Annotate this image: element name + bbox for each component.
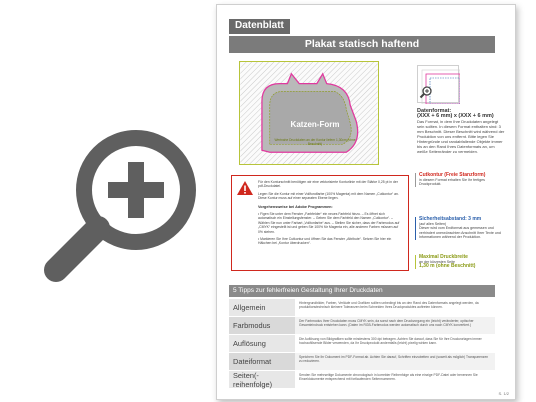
small-zoom-icon[interactable]	[419, 85, 433, 99]
warning-p1: Für den Konturschnitt benötigen wir eine vektorisierte Konturlinie mit der Stärke 0,25 pt in der pdf-Druckdatei.	[258, 180, 398, 189]
tips-desc: Speichern Sie Ihr Dokument im PDF-Format ab. Achten Sie darauf, Schriften einzubetten und (soweit als möglich) Transparenzen zu reduzieren.	[299, 355, 489, 364]
data-format-size: (XXX + 6 mm) x (XXX + 6 mm)	[417, 113, 494, 119]
datasheet-title: Plakat statisch haftend	[229, 36, 495, 53]
tips-desc: Hintergrundbilder, Farben, Verläufe und Grafiken sollten unbedingt bis an den Rand des Datenformats angelegt werden, da produktionstechnisch kleinere Toleranzen beim Schneiden Ihres Druckproduktes auftreten können.	[299, 301, 479, 310]
max-print-width-sub: an der kürzesten Seite	[419, 259, 455, 264]
safety-distance-sub: (auf allen Seiten)	[419, 221, 447, 226]
cut-contour-heading: Cutkontur (Freie Stanzform)	[419, 172, 486, 178]
tips-label: Dateiformat	[229, 353, 295, 370]
tips-label: Seiten(-reihenfolge)	[229, 371, 295, 388]
max-print-width-heading: Maximal Druckbreite	[419, 254, 468, 260]
warning-procedure-heading: Vorgehensweise bei Adobe Programmen:	[258, 204, 333, 209]
max-print-width-value: 1,30 m (ohne Beschnitt)	[419, 263, 476, 270]
tips-label: Allgemein	[229, 299, 295, 316]
datasheet-preview[interactable]	[216, 4, 516, 400]
contour-warning-box	[231, 175, 409, 271]
tips-row	[229, 371, 495, 389]
warning-text	[258, 180, 404, 246]
safety-distance-info	[415, 217, 505, 240]
tips-table	[229, 299, 495, 389]
tips-heading: 5 Tipps zur fehlerfreien Gestaltung Ihrer Druckdaten	[229, 285, 495, 297]
cut-contour-info	[415, 173, 505, 187]
tips-row	[229, 317, 495, 335]
warning-p2: Legen Sie die Kontur mit einer Vollfondfarbe (100% Magenta) mit dem Namen „Cutkontur“ an. Diese Kontur muss auf einer separaten Ebene liegen.	[258, 191, 399, 201]
tips-row	[229, 299, 495, 317]
safety-distance-text: Dieser wird vom Endformat aus gemessen und verhindert unerwünschten Anschnitt Ihrer Texte und Informationen während der Produktion.	[419, 226, 501, 240]
warning-steps: • Figen Sie unter dem Fenster „Farbfelder“ ein neues Farbfeld hinzu. – Es öffnet sich automatisch ein Einstellungsfenster. – Geben Sie dem Farbfeld den Namen „Cutkontur“. – Wählen Sie nun unter Farbart „Volltonfarbe“ aus. – Stellen Sie sicher, dass der Farbmodus auf „CMYK“ eingestellt ist und geben Sie 100% für Magenta ein, alle anderen Farben müssen auf 0% stehen.	[258, 212, 400, 234]
warning-step2: • Markieren Sie Ihre Cutkontur und öffnen Sie das Fenster „Attribute“. Setzen Sie hier ein Häkchen bei „Kontur überdrucken“.	[258, 237, 392, 246]
max-print-width-info	[415, 255, 505, 269]
tips-desc: Der Farbmodus Ihrer Druckdaten muss CMYK sein, da sonst nach dem Druckvorgang ein (leicht) veränderter, optischer Gesamteindruck entstehen kann. (Daten im RGB-Farbmodus werden automatisch durch uns nach CMYK konvertiert.)	[299, 319, 474, 328]
cut-contour-text: in diesem Format erhalten Sie Ihr fertiges Druckprodukt.	[419, 177, 485, 187]
data-format-heading: Datenformat:	[417, 108, 452, 114]
data-format-text: Das Format, in dem Ihre Druckdaten angelegt sein sollten. In diesem Format enthalten sind: 3 mm Beschnitt. Dieser Beschnitt wird während der Produktion von uns entfernt. Bitte legen Sie Hintergründe und randabfallende Objekte immer bis an den Rand Ihres Datenformats an, um weiße Seitenränder zu vermeiden.	[417, 119, 505, 154]
tips-row	[229, 335, 495, 353]
tips-label: Auflösung	[229, 335, 295, 352]
cat-shape-diagram	[240, 62, 378, 164]
data-format-info	[417, 109, 505, 154]
datasheet-tab: Datenblatt	[229, 19, 290, 34]
cat-shape-preview	[239, 61, 379, 165]
warning-icon	[236, 180, 254, 196]
safety-distance-heading: Sicherheitsabstand: 3 mm	[419, 216, 482, 222]
preview-note: Wertnahe Druckdaten an der Kontur liefern 1,30cm (ohne Beschnitt)	[274, 138, 356, 146]
preview-label: Katzen-Form	[290, 120, 340, 129]
zoom-in-magnifier-icon[interactable]	[38, 120, 208, 290]
tips-desc: Die Auflösung von Bildgrafiken sollte mindestens 300 dpi betragen. Achten Sie darauf, dass Sie für Ihre Druckvorlagen immer hochauflösende Bilder verwenden, da Ihr Druckprodukt andernfalls (leicht) pixelig wirken kann.	[299, 337, 482, 346]
tips-desc: Senden Sie mehrseitige Dokumente chronologisch in korrekter Reihenfolge als eine einzige PDF-Datei oder benennen Sie Einzeldokumente entsprechend mit fortlaufenden Seitennummern.	[299, 373, 478, 382]
tips-row	[229, 353, 495, 371]
tips-label: Farbmodus	[229, 317, 295, 334]
page-number: S. 1/2	[498, 391, 509, 396]
